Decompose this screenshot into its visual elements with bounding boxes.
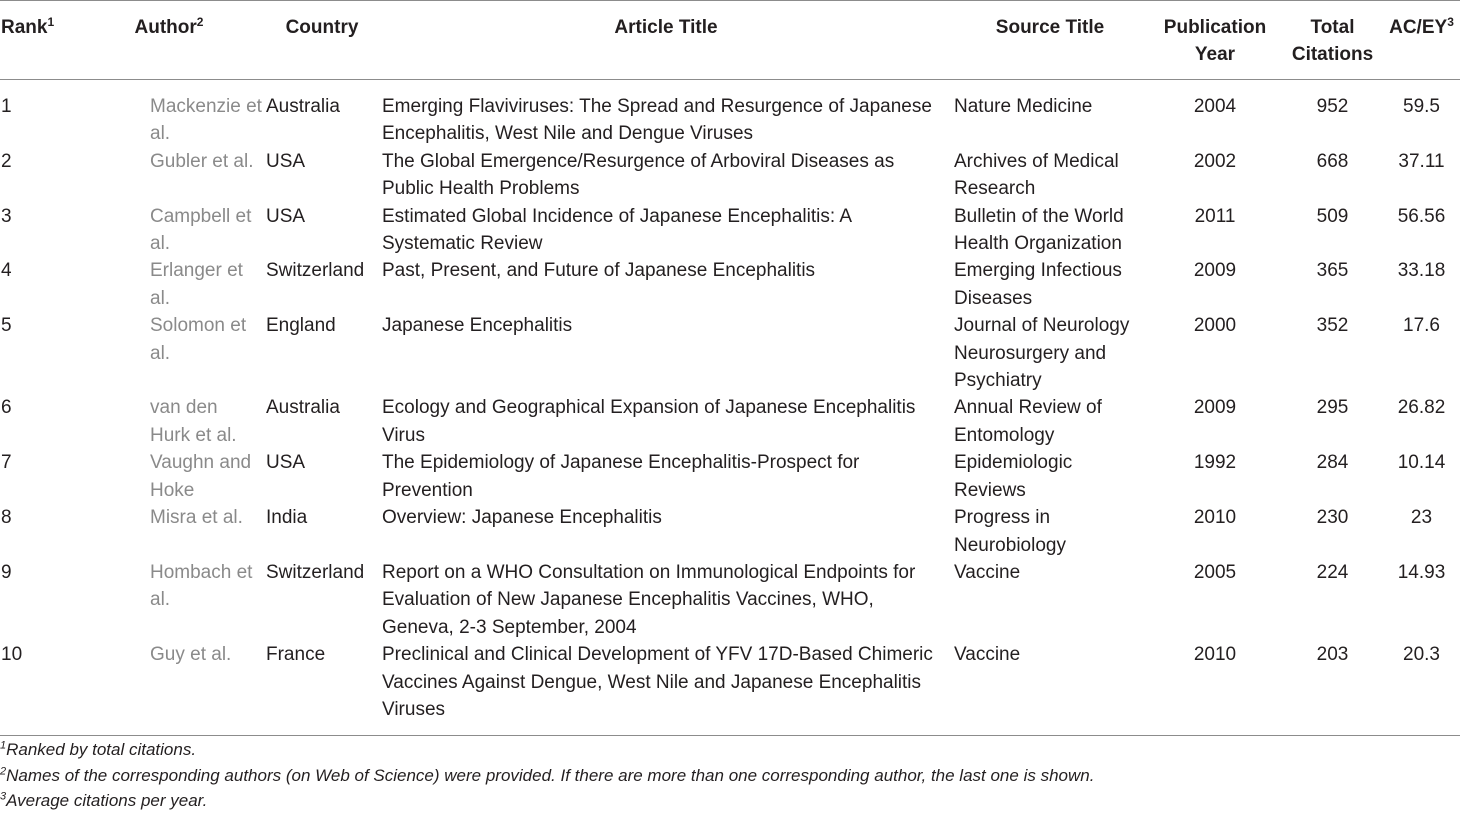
header-publication-year: Publication Year: [1163, 17, 1267, 65]
table-header: [0, 1, 1460, 80]
cell-author: Erlanger et al.: [150, 260, 243, 309]
cell-acey: 23: [1410, 507, 1433, 529]
cell-acey: 26.82: [1397, 397, 1446, 419]
footnote-text: Average citations per year.: [6, 791, 208, 810]
cell-country: India: [266, 507, 308, 529]
cell-publication-year: 2002: [1193, 150, 1237, 172]
cell-acey: 20.3: [1403, 644, 1440, 666]
cell-country: Switzerland: [266, 260, 365, 282]
cell-publication-year: 1992: [1193, 452, 1237, 474]
cell-source-title: Emerging Infectious Diseases: [954, 260, 1122, 309]
table-row: [0, 257, 1460, 312]
table-row: [0, 449, 1460, 504]
cell-rank: 9: [1, 561, 12, 583]
footnote-text: Ranked by total citations.: [6, 740, 197, 759]
header-article-title: Article Title: [614, 17, 718, 38]
cell-author: Vaughn and Hoke: [150, 452, 252, 501]
header-acey: [1383, 1, 1460, 80]
cell-author: Misra et al.: [150, 507, 243, 529]
cell-rank: 2: [1, 150, 12, 172]
cell-rank: 5: [1, 315, 12, 337]
cell-author: Campbell et al.: [150, 205, 252, 255]
cell-total-citations: 668: [1316, 150, 1349, 172]
cell-acey: 14.93: [1397, 561, 1446, 583]
cell-country: USA: [266, 452, 306, 474]
cell-publication-year: 2011: [1194, 205, 1236, 227]
header-rank-label: Rank: [1, 17, 48, 38]
cell-total-citations: 284: [1316, 452, 1349, 474]
cell-acey: 17.6: [1403, 315, 1440, 337]
cell-author: Hombach et al.: [150, 561, 253, 611]
header-author: [74, 1, 264, 80]
cell-source-title: Annual Review of Entomology: [954, 397, 1102, 446]
footnote: [0, 737, 1460, 763]
cell-publication-year: 2010: [1193, 507, 1237, 529]
cell-total-citations: 224: [1316, 561, 1349, 583]
cell-article-title: Past, Present, and Future of Japanese Encephalitis: [382, 260, 816, 282]
table-row: [0, 641, 1460, 736]
cell-source-title: Progress in Neurobiology: [954, 507, 1066, 556]
table-row: [0, 394, 1460, 449]
cell-country: Australia: [266, 397, 340, 419]
cell-source-title: Nature Medicine: [954, 96, 1093, 117]
table-row: [0, 148, 1460, 203]
header-rank-footnote-marker: 1: [47, 14, 55, 29]
cell-country: Switzerland: [266, 561, 365, 583]
cell-acey: 56.56: [1397, 205, 1446, 227]
cell-total-citations: 365: [1316, 260, 1349, 282]
cell-author: Guy et al.: [150, 644, 232, 666]
cell-rank: 10: [1, 644, 23, 666]
cell-rank: 1: [1, 96, 12, 117]
cell-total-citations: 295: [1316, 397, 1349, 419]
footnote-marker: 2: [0, 764, 7, 777]
cell-article-title: Ecology and Geographical Expansion of Japanese Encephalitis Virus: [382, 397, 916, 446]
cell-acey: 37.11: [1398, 150, 1445, 172]
cell-author: van den Hurk et al.: [150, 397, 237, 446]
cell-total-citations: 952: [1316, 96, 1349, 117]
footnote-marker: 1: [0, 739, 7, 752]
cell-publication-year: 2005: [1193, 561, 1237, 583]
header-author-label: Author: [134, 17, 197, 38]
cell-acey: 10.14: [1397, 452, 1446, 474]
cell-rank: 6: [1, 397, 12, 419]
cell-article-title: Overview: Japanese Encephalitis: [382, 507, 662, 529]
header-total-citations: Total Citations: [1291, 17, 1374, 65]
table-footnotes: [0, 737, 1460, 814]
cell-source-title: Epidemiologic Reviews: [954, 452, 1073, 501]
cell-country: France: [266, 644, 326, 666]
cell-rank: 4: [1, 260, 12, 282]
cell-rank: 3: [1, 205, 12, 227]
cell-publication-year: 2009: [1193, 260, 1237, 282]
cell-publication-year: 2010: [1193, 644, 1237, 666]
cell-publication-year: 2000: [1193, 315, 1237, 337]
cell-publication-year: 2009: [1193, 397, 1237, 419]
cell-source-title: Vaccine: [954, 644, 1021, 666]
header-acey-footnote-marker: 3: [1447, 14, 1454, 29]
table-row: [0, 312, 1460, 394]
cell-article-title: Emerging Flaviviruses: The Spread and Resurgence of Japanese Encephalitis, West Nile and Dengue Viruses: [382, 96, 932, 145]
cell-article-title: Preclinical and Clinical Development of YFV 17D-Based Chimeric Vaccines Against Dengue, West Nile and Japanese Encephalitis Viruses: [382, 644, 933, 720]
cell-rank: 7: [1, 452, 12, 474]
table-row: [0, 559, 1460, 641]
header-author-footnote-marker: 2: [196, 14, 204, 29]
cell-source-title: Journal of Neurology Neurosurgery and Psychiatry: [954, 315, 1130, 392]
cell-total-citations: 230: [1316, 507, 1349, 529]
header-country: Country: [285, 17, 359, 38]
cell-source-title: Archives of Medical Research: [954, 150, 1119, 200]
cell-author: Gubler et al.: [150, 150, 254, 172]
cell-country: USA: [266, 205, 306, 227]
footnote-text: Names of the corresponding authors (on Web of Science) were provided. If there are more than one corresponding author, the last one is shown.: [6, 765, 1095, 785]
cell-acey: 33.18: [1397, 260, 1446, 282]
cell-country: England: [266, 315, 336, 337]
cell-article-title: The Global Emergence/Resurgence of Arboviral Diseases as Public Health Problems: [382, 150, 895, 200]
table-body: [0, 80, 1460, 736]
cell-acey: 59.5: [1403, 96, 1440, 117]
cell-country: USA: [266, 150, 306, 172]
cell-article-title: The Epidemiology of Japanese Encephalitis-Prospect for Prevention: [382, 452, 860, 501]
table-row: [0, 80, 1460, 148]
cell-source-title: Bulletin of the World Health Organization: [954, 205, 1124, 255]
header-acey-label: AC/EY: [1389, 17, 1448, 38]
table-row: [0, 504, 1460, 559]
cell-author: Solomon et al.: [150, 315, 247, 364]
cell-article-title: Estimated Global Incidence of Japanese Encephalitis: A Systematic Review: [382, 205, 851, 255]
cell-publication-year: 2004: [1193, 96, 1237, 117]
cell-country: Australia: [266, 96, 340, 117]
cell-source-title: Vaccine: [954, 561, 1021, 583]
cell-total-citations: 509: [1316, 205, 1349, 227]
table-row: [0, 203, 1460, 258]
cell-total-citations: 203: [1316, 644, 1349, 666]
header-row: [0, 1, 1460, 80]
footnote-marker: 3: [0, 790, 7, 803]
header-rank: [0, 1, 74, 80]
cell-total-citations: 352: [1316, 315, 1349, 337]
cell-rank: 8: [1, 507, 12, 529]
footnote: [0, 788, 1460, 814]
cell-article-title: Japanese Encephalitis: [382, 315, 573, 337]
footnote: [0, 763, 1460, 789]
cell-author: Mackenzie et al.: [150, 96, 262, 145]
cell-article-title: Report on a WHO Consultation on Immunological Endpoints for Evaluation of New Japanese Encephalitis Vaccines, WHO, Geneva, 2-3 September, 2004: [382, 561, 916, 638]
header-source-title: Source Title: [995, 17, 1105, 38]
